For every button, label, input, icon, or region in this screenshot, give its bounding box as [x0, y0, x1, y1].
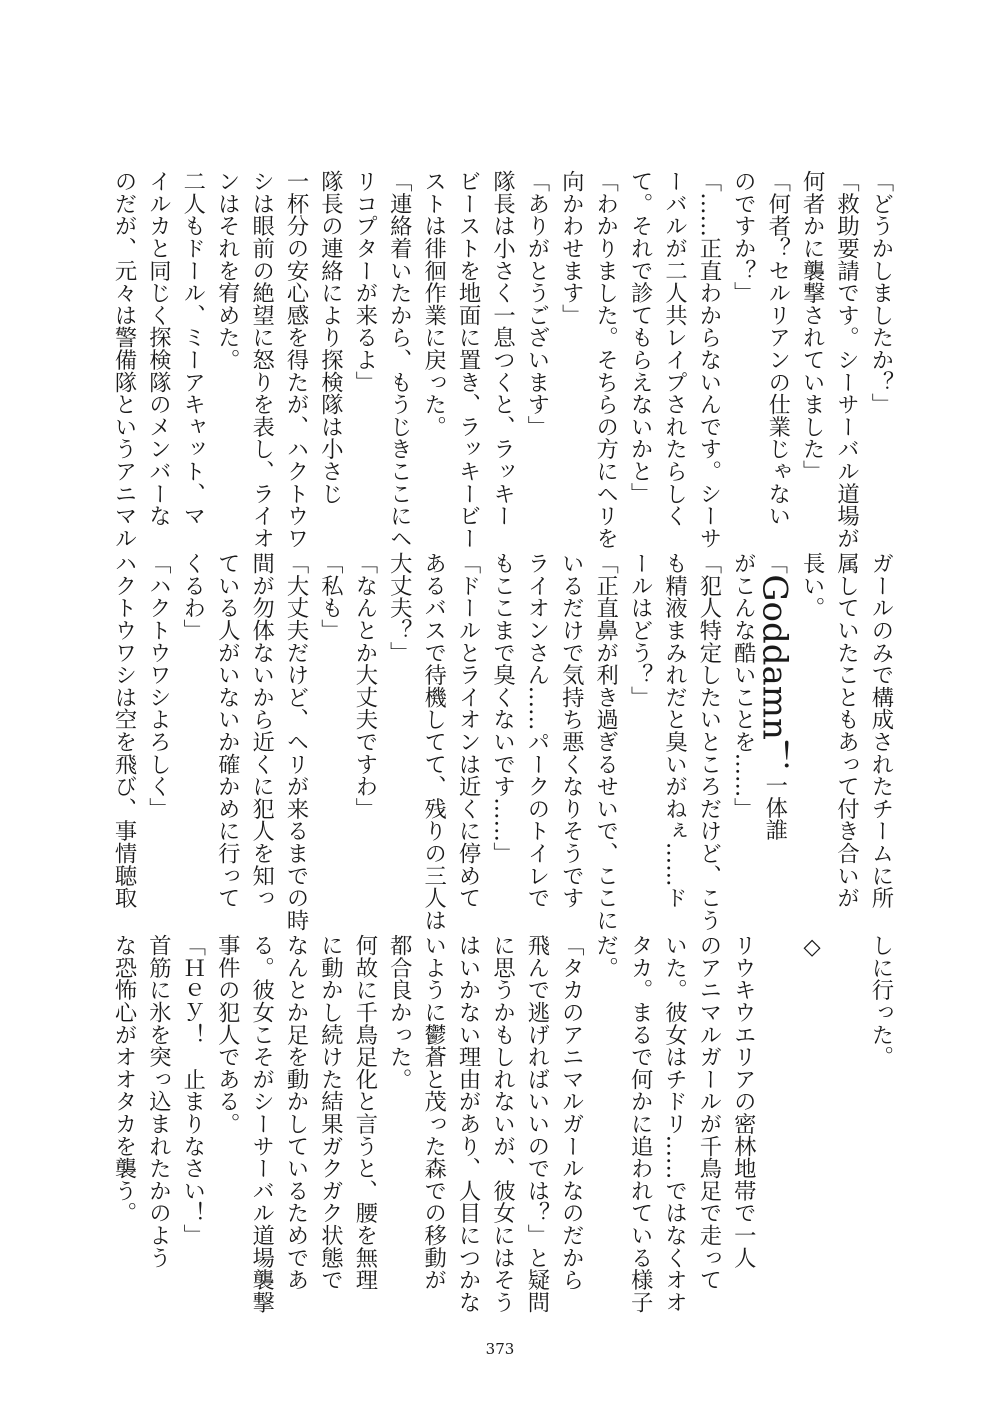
text-column: がこんな酷いことを……」 — [730, 552, 757, 820]
text-column: くるわ」 — [179, 552, 206, 642]
text-column: いように鬱蒼と茂った森での移動が — [420, 934, 447, 1291]
text-column: 「……正直わからないんです。シーサ — [695, 170, 722, 550]
text-column: もここまで臭くないです……」 — [489, 552, 516, 865]
text-column: いた。彼女はチドリ……ではなくオオ — [661, 934, 688, 1314]
text-column: 「何者？セルリアンの仕業じゃない — [764, 170, 791, 527]
text-column: 「Ｈｅｙ！ 止まりなさい！」 — [179, 934, 206, 1247]
section-break-diamond: ◇ — [799, 934, 826, 960]
text-column: シは眼前の絶望に怒りを表し、ライオ — [248, 170, 275, 550]
text-column: 「どうかしましたか？」 — [867, 170, 894, 416]
text-column — [754, 552, 795, 904]
text-fragment: 「 — [761, 552, 788, 575]
text-column: 隊長の連絡により探検隊は小さじ — [317, 170, 344, 505]
text-column: 「ありがとうございます」 — [523, 170, 550, 438]
text-column: タカ。まるで何かに追われている様子 — [627, 934, 654, 1314]
text-column: 「わかりました。そちらの方にヘリを — [592, 170, 619, 550]
text-column: 首筋に氷を突っ込まれたかのよう — [145, 934, 172, 1269]
text-column: 間が勿体ないから近くに犯人を知っ — [248, 552, 275, 909]
text-column: のアニマルガールが千鳥足で走って — [695, 934, 722, 1291]
text-column: 「タカのアニマルガールなのだから — [558, 934, 585, 1291]
text-column: 一杯分の安心感を得たが、ハクトウワ — [283, 170, 310, 550]
text-column: ビーストを地面に置き、ラッキービー — [455, 170, 482, 550]
text-column: しに行った。 — [867, 934, 894, 1068]
text-column: 大丈夫？」 — [386, 552, 413, 664]
text-column: る。彼女こそがシーサーバル道場襲撃 — [248, 934, 275, 1314]
text-column: 向かわせます」 — [558, 170, 585, 327]
text-column: ている人がいないか確かめに行って — [214, 552, 241, 909]
text-column: いるだけで気持ち悪くなりそうです — [558, 552, 585, 909]
text-column: のだが、元々は警備隊というアニマル — [111, 170, 137, 550]
text-column: 「なんとか大丈夫ですわ」 — [351, 552, 378, 820]
text-column: ールはどう？」 — [627, 552, 654, 709]
text-column: ーバルが二人共レイプされたらしく — [661, 170, 688, 527]
text-column: 「正直鼻が利き過ぎるせいで、ここに — [592, 552, 619, 932]
text-block-bottom — [111, 934, 894, 1314]
text-column: リウキウエリアの密林地帯で一人 — [730, 934, 757, 1269]
text-column — [835, 934, 858, 1286]
text-column: 属していたこともあって付き合いが — [833, 552, 860, 909]
emphasis-text: Goddamn！ — [754, 574, 795, 774]
text-column: 事件の犯人である。 — [214, 934, 241, 1135]
text-column: も精液まみれだと臭いがねぇ……ド — [661, 552, 688, 909]
text-column: なんとか足を動かしているためであ — [283, 934, 310, 1291]
text-fragment: 一体誰 — [761, 773, 788, 841]
text-column: リコプターが来るよ」 — [351, 170, 378, 393]
page-number: 373 — [485, 1340, 515, 1358]
text-column: 「犯人特定したいところだけど、こう — [695, 552, 722, 932]
text-column: 長い。 — [799, 552, 826, 619]
text-column: て。それで診てもらえないかと」 — [627, 170, 654, 505]
text-column: 「連絡着いたから、もうじきここにヘ — [386, 170, 413, 550]
text-column: 飛んで逃げればいいのでは？」と疑問 — [523, 934, 550, 1314]
text-column — [766, 934, 789, 1286]
text-column: 都合良かった。 — [386, 934, 413, 1091]
text-column: 何故に千鳥足化と言うと、腰を無理 — [351, 934, 378, 1291]
text-column: ハクトウワシは空を飛び、事情聴取 — [111, 552, 137, 909]
text-column: 「大丈夫だけど、ヘリが来るまでの時 — [283, 552, 310, 932]
text-column: に思うかもしれないが、彼女にはそう — [489, 934, 516, 1314]
text-column: イルカと同じく探検隊のメンバーな — [145, 170, 172, 527]
text-column: ガールのみで構成されたチームに所 — [867, 552, 894, 909]
text-column: だ。 — [592, 934, 619, 979]
text-block-middle — [111, 552, 894, 932]
text-column: 何者かに襲撃されていました」 — [799, 170, 826, 483]
text-column: 「私も」 — [317, 552, 344, 642]
text-column: ンはそれを宥めた。 — [214, 170, 241, 371]
text-column: な恐怖心がオオタカを襲う。 — [111, 934, 137, 1224]
text-column: ライオンさん……パークのトイレで — [523, 552, 550, 909]
text-column: 「ハクトウワシよろしく」 — [145, 552, 172, 820]
text-column: に動かし続けた結果ガクガク状態で — [317, 934, 344, 1291]
text-column: 二人もドール、ミーアキャット、マ — [179, 170, 206, 527]
text-column: あるバスで待機してて、残りの三人は — [420, 552, 447, 932]
text-column: 隊長は小さく一息つくと、ラッキー — [489, 170, 516, 527]
text-column: ストは徘徊作業に戻った。 — [420, 170, 447, 438]
text-column: 「救助要請です。シーサーバル道場が — [833, 170, 860, 550]
text-column: はいかない理由があり、人目につかな — [455, 934, 482, 1314]
text-column: のですか？」 — [730, 170, 757, 304]
text-column: 「ドールとライオンは近くに停めて — [455, 552, 482, 909]
text-block-top — [111, 170, 894, 550]
